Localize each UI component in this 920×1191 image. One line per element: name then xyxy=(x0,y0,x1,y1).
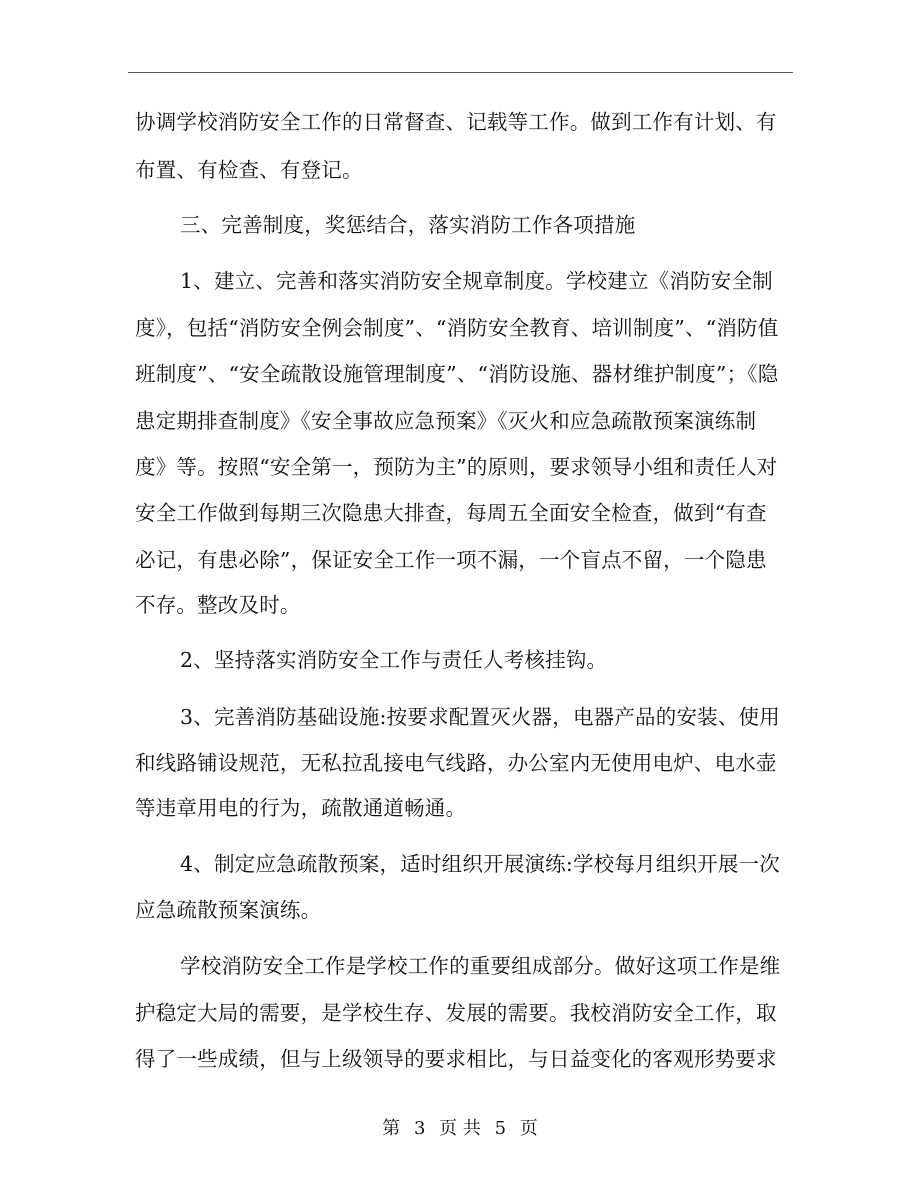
text-line-4: 1、建立、完善和落实消防安全规章制度。学校建立《消防安全制 xyxy=(180,269,773,293)
text-line-7: 患定期排查制度》《安全事故应急预案》《灭火和应急疏散预案演练制 xyxy=(135,409,757,433)
section-heading: 三、完善制度，奖惩结合，落实消防工作各项措施 xyxy=(180,213,636,237)
text-line-17: 应急疏散预案演练。 xyxy=(135,898,322,922)
text-line-12: 2、坚持落实消防安全工作与责任人考核挂钩。 xyxy=(180,648,608,672)
text-line-16: 4、制定应急疏散预案，适时组织开展演练:学校每月组织开展一次 xyxy=(180,852,780,876)
text-line-8: 度》等。按照“安全第一，预防为主”的原则，要求领导小组和责任人对 xyxy=(135,455,778,479)
text-line-2: 布置、有检查、有登记。 xyxy=(135,158,363,182)
text-line-5: 度》，包括“消防安全例会制度”、“消防安全教育、培训制度”、“消防值 xyxy=(135,316,779,340)
text-line-6: 班制度”、“安全疏散设施管理制度”、“消防设施、器材维护制度”；《隐 xyxy=(135,362,779,386)
text-line-19: 护稳定大局的需要，是学校生存、发展的需要。我校消防安全工作，取 xyxy=(135,1001,777,1025)
text-line-18: 学校消防安全工作是学校工作的重要组成部分。做好这项工作是维 xyxy=(180,954,781,978)
text-line-11: 不存。整改及时。 xyxy=(135,593,301,617)
text-line-13: 3、完善消防基础设施:按要求配置灭火器，电器产品的安装、使用 xyxy=(180,705,780,729)
footer-middle: 页 共 xyxy=(439,1118,481,1139)
current-page-number: 3 xyxy=(413,1118,426,1139)
total-pages-number: 5 xyxy=(494,1118,507,1139)
text-line-14: 和线路铺设规范，无私拉乱接电气线路，办公室内无使用电炉、电水壶 xyxy=(135,751,777,775)
text-line-15: 等违章用电的行为，疏散通道畅通。 xyxy=(135,796,467,820)
text-line-10: 必记，有患必除”，保证安全工作一项不漏，一个盲点不留，一个隐患 xyxy=(135,548,767,572)
page-footer xyxy=(0,1118,920,1140)
header-rule xyxy=(128,72,793,73)
footer-suffix: 页 xyxy=(519,1118,538,1139)
footer-prefix: 第 xyxy=(382,1118,401,1139)
text-line-20: 得了一些成绩，但与上级领导的要求相比，与日益变化的客观形势要求 xyxy=(135,1047,777,1071)
text-line-1: 协调学校消防安全工作的日常督查、记载等工作。做到工作有计划、有 xyxy=(135,110,777,134)
text-line-9: 安全工作做到每期三次隐患大排查，每周五全面安全检查，做到“有查 xyxy=(135,501,767,525)
